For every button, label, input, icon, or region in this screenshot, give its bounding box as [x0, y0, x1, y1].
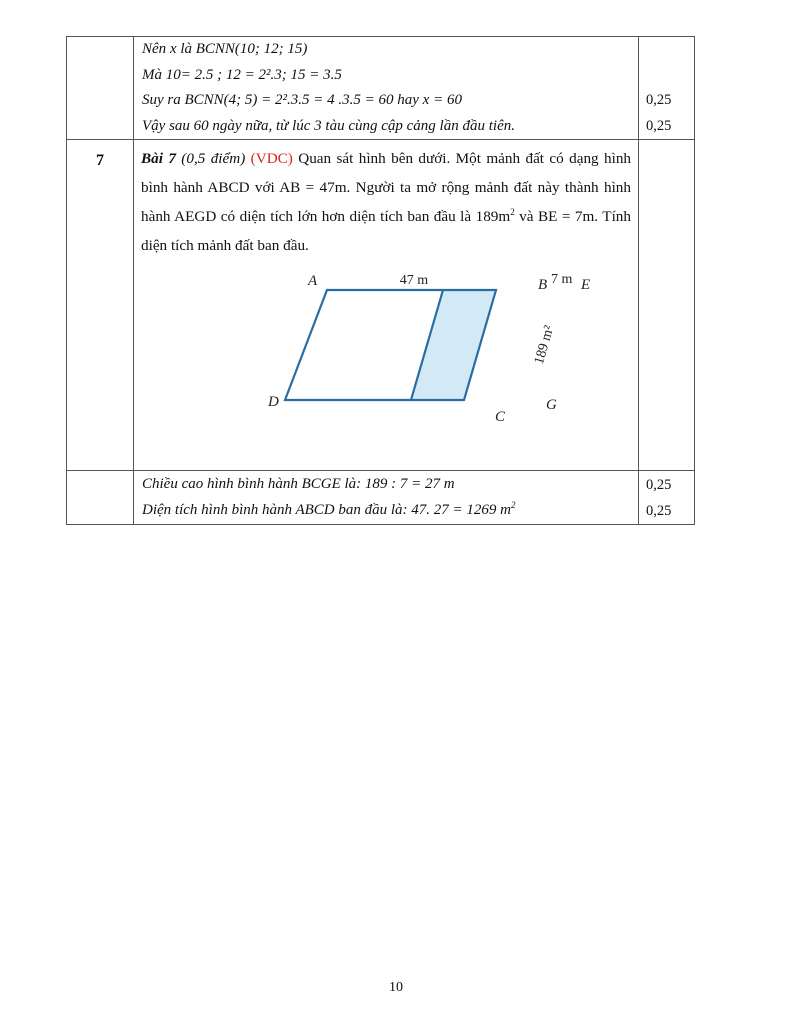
label-c: C [495, 409, 506, 425]
solution-cell [134, 471, 639, 525]
label-d: D [268, 394, 279, 410]
score-value [639, 37, 694, 63]
solution-line: Suy ra BCNN(4; 5) = 2².3.5 = 4 .3.5 = 60 hay x = 60 [142, 92, 462, 108]
label-a: A [308, 273, 318, 289]
parallelogram-diagram [251, 266, 591, 466]
score-cell [639, 471, 695, 525]
score-value: 0,25 [646, 502, 672, 519]
label-e: E [581, 277, 591, 293]
question-cell [134, 140, 639, 471]
table-row [67, 37, 695, 140]
table-row [67, 140, 695, 471]
score-value: 0,25 [646, 117, 672, 134]
page-number: 10 [389, 980, 403, 995]
added-region [411, 290, 496, 400]
figure [134, 260, 638, 470]
label-ab-length: 47 m [399, 273, 429, 288]
score-value: 0,25 [646, 477, 672, 493]
question-body-end: và BE = 7m. Tính diện tích mảnh đất ban đầu. [141, 208, 631, 254]
answer-table [66, 36, 695, 525]
question-number: 7 [96, 152, 104, 169]
question-points: (0,5 điểm) [175, 150, 251, 167]
question-title: Bài 7 [141, 150, 176, 167]
question-text [134, 140, 638, 260]
solution-line: Mà 10= 2.5 ; 12 = 2².3; 15 = 3.5 [142, 66, 342, 83]
row-number-cell [67, 140, 134, 471]
score-value [639, 63, 694, 89]
label-be-length: 7 m [551, 272, 573, 287]
solution-line: Nên x là BCNN(10; 12; 15) [142, 41, 308, 57]
label-area: 189 m² [531, 323, 558, 367]
row-number-cell [67, 471, 134, 525]
question-body: Quan sát hình bên dưới. Một mảnh đất có dạng hình bình hành ABCD với AB = 47m. Người ta mở rộng mảnh đất này thành hình hành AEGD có diện tích lớn hơn diện tích ban đầu là 189m [141, 150, 632, 225]
score-cell [639, 37, 695, 140]
solution-line: Chiều cao hình bình hành BCGE là: 189 : 7 = 27 m [142, 476, 455, 492]
row-number-cell [67, 37, 134, 140]
superscript: 2 [511, 499, 516, 510]
solution-line [134, 498, 638, 524]
score-cell [639, 140, 695, 471]
table-row [67, 471, 695, 525]
label-g: G [546, 397, 557, 413]
solution-text: Diện tích hình bình hành ABCD ban đầu là: 47. 27 = 1269 m [142, 501, 511, 518]
superscript: 2 [510, 206, 515, 217]
label-b: B [538, 277, 548, 293]
solution-cell [134, 37, 639, 140]
question-level: (VDC) [250, 150, 293, 167]
score-value: 0,25 [646, 92, 672, 108]
solution-line: Vậy sau 60 ngày nữa, từ lúc 3 tàu cùng cập cảng lần đầu tiên. [142, 117, 515, 134]
